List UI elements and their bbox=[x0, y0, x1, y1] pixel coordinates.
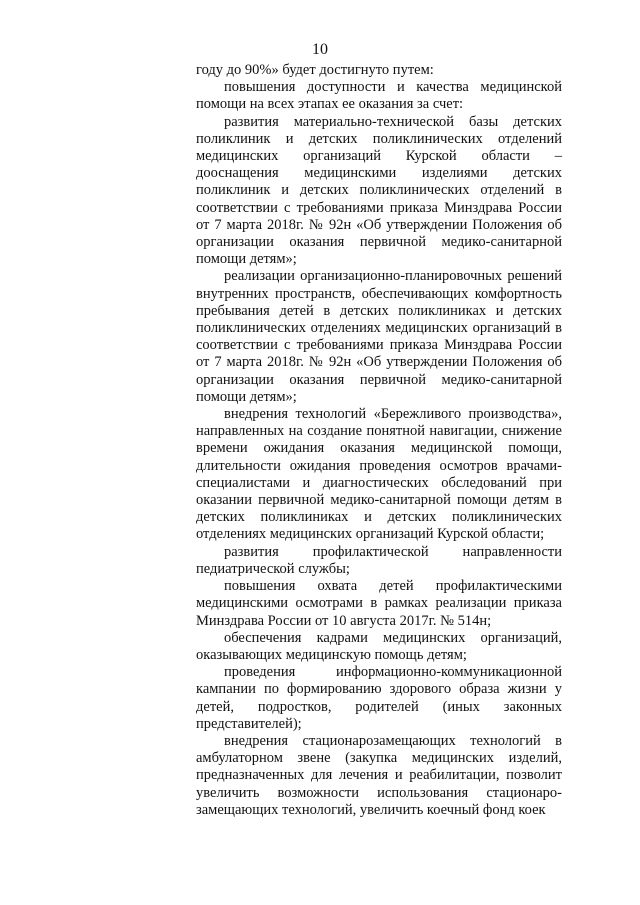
page-number: 10 bbox=[312, 41, 328, 58]
paragraph-material-base: развития материально-технической базы детских поликлиник и детских поликлинических отделений медицинских организаций Курской области – дооснащения медицинскими изделиями детских поликлиник и детских поликлинических отделений в соответствии с требованиями приказа Минздрава России от 7 марта 2018г. № 92н «Об утверждении Положения об организации оказания первичной медико-санитарной помощи детям»; bbox=[196, 113, 562, 268]
paragraph-prevention: развития профилактической направленности педиатрической службы; bbox=[196, 543, 562, 577]
paragraph-hospital-replacing-tech: внедрения стационарозамещающих технологий в амбулаторном звене (закупка медицинских изделий, предназначенных для лечения и реабилитации, позволит увеличить возможности использования стационаро-замещающих технологий, увеличить коечный фонд коек bbox=[196, 732, 562, 818]
paragraph-staffing: обеспечения кадрами медицинских организаций, оказывающих медицинскую помощь детям; bbox=[196, 629, 562, 663]
body-text bbox=[196, 62, 562, 819]
paragraph-lean-production: внедрения технологий «Бережливого производства», направленных на создание понятной навигации, снижение времени ожидания оказания медицинской помощи, длительности ожидания проведения осмотров врачами-специалистами и диагностических обследований при оказании первичной медико-санитарной помощи детям в детских поликлиниках и детских поликлинических отделениях медицинских организаций Курской области; bbox=[196, 406, 562, 543]
paragraph-accessibility-quality: повышения доступности и качества медицинской помощи на всех этапах ее оказания за счет: bbox=[196, 79, 562, 113]
paragraph-medical-exams: повышения охвата детей профилактическими медицинскими осмотрами в рамках реализации приказа Минздрава России от 10 августа 2017г. № 514н; bbox=[196, 578, 562, 629]
paragraph-healthy-lifestyle-campaign: проведения информационно-коммуникационной кампании по формированию здорового образа жизни у детей, подростков, родителей (иных законных представителей); bbox=[196, 664, 562, 732]
paragraph-continuation: году до 90%» будет достигнуто путем: bbox=[196, 62, 434, 78]
paragraph-space-planning: реализации организационно-планировочных решений внутренних пространств, обеспечивающих комфортность пребывания детей в детских поликлиниках и детских поликлинических отделениях медицинских организаций в соответствии с требованиями приказа Минздрава России от 7 марта 2018г. № 92н «Об утверждении Положения об организации оказания первичной медико-санитарной помощи детям»; bbox=[196, 268, 562, 405]
